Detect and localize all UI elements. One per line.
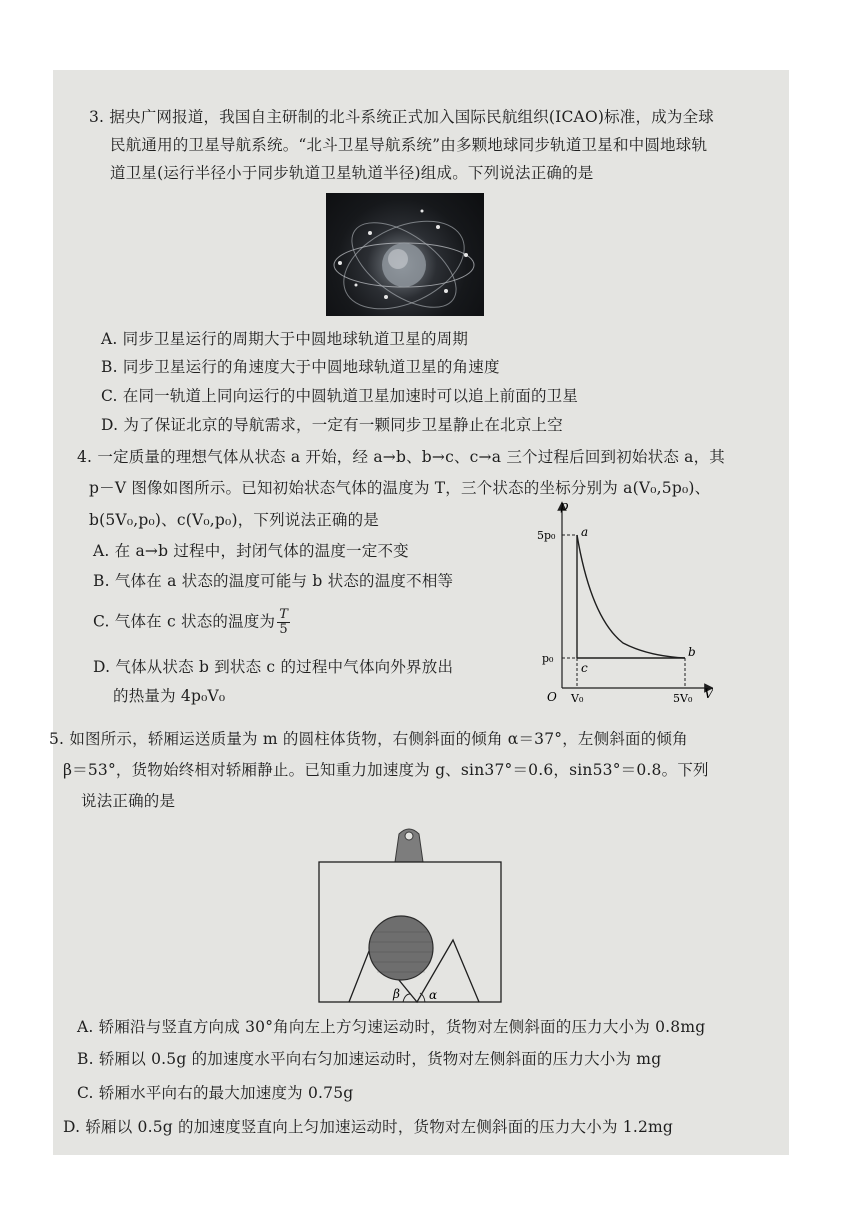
q5-option-a: A. 轿厢沿与竖直方向成 30°角向左上方匀速运动时，货物对左侧斜面的压力大小为 0.8mg	[77, 1018, 706, 1036]
q4-option-d-line2: 的热量为 4p₀V₀	[113, 687, 226, 705]
q3-option-d: D. 为了保证北京的导航需求，一定有一颗同步卫星静止在北京上空	[101, 416, 563, 434]
point-b-label: b	[688, 645, 696, 659]
q4-option-c-fraction	[277, 608, 290, 637]
pv-graph	[533, 498, 713, 708]
q4-stem-line1: 4. 一定质量的理想气体从状态 a 开始，经 a→b、b→c、c→a 三个过程后回到初始状态 a，其	[77, 448, 725, 466]
exam-paper	[49, 70, 789, 1155]
q4-option-a: A. 在 a→b 过程中，封闭气体的温度一定不变	[93, 542, 409, 560]
tick-p0: p₀	[542, 652, 554, 665]
process-a-b	[577, 535, 685, 658]
point-a-label: a	[581, 525, 589, 539]
q5-option-d: D. 轿厢以 0.5g 的加速度竖直向上匀加速运动时，货物对左侧斜面的压力大小为 1.2mg	[63, 1118, 674, 1136]
origin-label: O	[547, 690, 557, 704]
tick-5p0: 5p₀	[537, 529, 556, 542]
q4-option-c-text: C. 气体在 c 状态的温度为	[93, 612, 276, 631]
fraction-denominator: 5	[279, 622, 288, 637]
q4-option-b: B. 气体在 a 状态的温度可能与 b 状态的温度不相等	[93, 572, 454, 590]
beta-arc	[403, 994, 410, 1002]
q5-option-c: C. 轿厢水平向右的最大加速度为 0.75g	[77, 1084, 354, 1102]
point-c-label: c	[581, 661, 588, 675]
fraction-numerator: T	[279, 607, 289, 622]
cylinder-cargo	[369, 916, 433, 980]
p-axis-label: p	[560, 499, 569, 514]
q5-stem-line1: 5. 如图所示，轿厢运送质量为 m 的圆柱体货物，右侧斜面的倾角 α＝37°，左侧斜面的倾角	[49, 730, 688, 748]
elevator-diagram	[317, 822, 507, 1012]
q4-option-d-line1: D. 气体从状态 b 到状态 c 的过程中气体向外界放出	[93, 658, 454, 676]
beta-label: β	[393, 987, 400, 1001]
q3-stem-line1: 3. 据央广网报道，我国自主研制的北斗系统正式加入国际民航组织(ICAO)标准，成为全球	[89, 108, 714, 126]
q4-option-c	[93, 608, 292, 637]
alpha-label: α	[429, 988, 438, 1002]
q4-stem-line3: b(5V₀,p₀)、c(V₀,p₀)，下列说法正确的是	[89, 511, 379, 529]
q5-stem-line3: 说法正确的是	[81, 792, 176, 810]
q5-option-b: B. 轿厢以 0.5g 的加速度水平向右匀加速运动时，货物对左侧斜面的压力大小为 mg	[77, 1050, 662, 1068]
tick-v0: V₀	[571, 692, 584, 705]
q3-option-c: C. 在同一轨道上同向运行的中圆轨道卫星加速时可以追上前面的卫星	[101, 387, 579, 405]
q3-stem-line3: 道卫星(运行半径小于同步轨道卫星轨道半径)组成。下列说法正确的是	[110, 164, 594, 182]
q3-stem-line2: 民航通用的卫星导航系统。“北斗卫星导航系统”由多颗地球同步轨道卫星和中圆地球轨	[110, 136, 708, 154]
v-axis-label: V	[704, 687, 713, 702]
q4-stem-line2: p－V 图像如图所示。已知初始状态气体的温度为 T，三个状态的坐标分别为 a(V₀,5p₀)、	[89, 479, 711, 497]
satellite-orbit-image	[326, 193, 484, 316]
q3-option-a: A. 同步卫星运行的周期大于中圆地球轨道卫星的周期	[101, 330, 469, 348]
q5-stem-line2: β＝53°，货物始终相对轿厢静止。已知重力加速度为 g、sin37°＝0.6，sin53°＝0.8。下列	[63, 761, 709, 779]
hanger-hole	[405, 832, 413, 840]
tick-5v0: 5V₀	[673, 692, 693, 705]
q3-option-b: B. 同步卫星运行的角速度大于中圆地球轨道卫星的角速度	[101, 358, 500, 376]
